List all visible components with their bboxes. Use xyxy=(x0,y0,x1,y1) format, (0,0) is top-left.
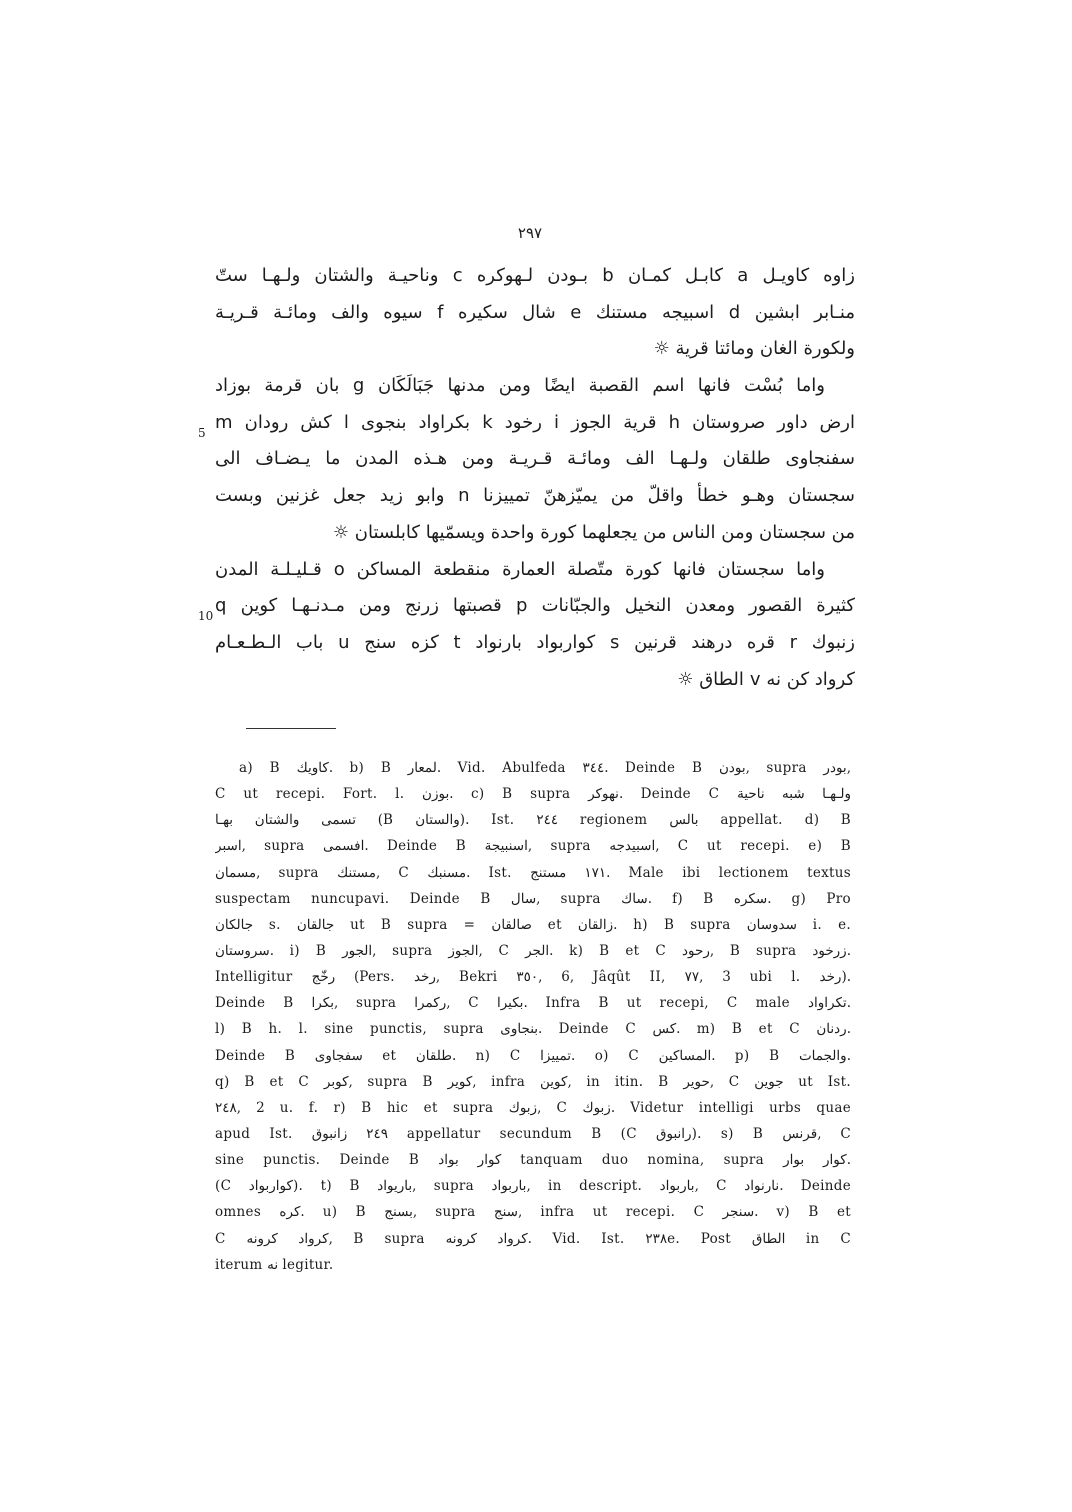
footnote-line: Intelligitur رخّج (Pers. رخد, Bekri ٣٥٠, 6, Jâqût II, ٧٧, 3 ubi l. رخد). xyxy=(215,969,851,986)
body-line: منـابر ابشين d اسبيجه مستنك e شال سكيره f سيوه والف ومائـة قـريـة xyxy=(215,301,855,323)
footnote-line: اسبر, supra افسمى. Deinde B اسنبيجة, supra اسبيدجه, C ut recepi. e) B xyxy=(215,838,851,855)
body-line: سجستان وهـو خطأ واقلّ من يميّزهنّ تمييزنا n وابو زيد جعل غزنين وبست xyxy=(215,485,855,507)
footnote-line: C ut recepi. Fort. l. بوزن. c) B supra نهوكر. Deinde C ولـهـا شبه ناحية xyxy=(215,786,851,803)
footnote-line: Deinde B بكرا, supra ركمرا, C بكيرا. Infra B ut recepi, C male تكراواد. xyxy=(215,995,851,1012)
footnotes xyxy=(215,755,851,1278)
footnote-line: (C كواربواد). t) B باريواد, supra باربواد, in descript. باربواد, C نارنواد. Deinde xyxy=(215,1178,851,1195)
body-line: ارض داور صروستان h قرية الجوز i رخود k بكراواد بنجوى l كش رودان m xyxy=(215,411,855,433)
footnote-line: q) B et C كوبر, supra B كوير, infra كوين, in itin. B حوير, C جوين ut Ist. xyxy=(215,1073,851,1090)
footnote-line: omnes كره. u) B بسنج, supra سنج, infra ut recepi. C سنجر. v) B et xyxy=(215,1204,851,1221)
body-line: واما سجستان فانها كورة متّصلة العمارة منقطعة المساكن o قـليـلـة المدن xyxy=(215,558,825,580)
page-number: ٢٩٧ xyxy=(517,224,543,242)
line-number-5: 5 xyxy=(198,426,206,440)
footnote-line: C كرواد كرونه, B supra كرواد كرونه. Vid. Ist. ٢٣٨e. Post الطاق in C xyxy=(215,1230,851,1247)
footnote-line: ٢٤٨, 2 u. f. r) B hic et supra زبوك, C زبوك. Videtur intelligi urbs quae xyxy=(215,1099,851,1116)
body-line: من سجستان ومن الناس من يجعلهما كورة واحدة ويسمّيها كابلستان ☼ xyxy=(332,521,855,543)
footnote-line: سروستان. i) B الجور, supra الجوز, C الجر. k) B et C رحود, B supra زرخود. xyxy=(215,942,851,959)
footnote-line: Deinde B سفجاوى et طلقان. n) C تمييزا. o) C المساكين. p) B والجمات. xyxy=(215,1047,851,1064)
footnote-line: مسمان, supra مستنك, C مسنبك. Ist. ١٧١ مستنج. Male ibi lectionem textus xyxy=(215,864,851,881)
footnote-line: suspectam nuncupavi. Deinde B سال, supra ساك. f) B سكره. g) Pro xyxy=(215,890,851,907)
footnote-line: apud Ist. ٢٤٩ زانبوق appellatur secundum B (C رانبوق). s) B قرنس, C xyxy=(215,1125,851,1142)
footnote-line: sine punctis. Deinde B كوار بواد tanquam duo nomina, supra كوار بوار. xyxy=(215,1152,851,1169)
line-number-10: 10 xyxy=(198,609,214,623)
body-line: ولكورة الغان ومائتا قرية ☼ xyxy=(653,338,855,360)
body-line: كرواد كن نه v الطاق ☼ xyxy=(677,668,855,690)
body-line: زاوه كاويـل a كابـل كمـان b بـودن لـهوكره c وناحيـة والشتان ولـهـا ستّ xyxy=(215,265,855,286)
footnote-separator xyxy=(246,728,336,729)
body-line: واما بُسْت فانها اسم القصبة ايضًا ومن مدنها جَبَالَكَان g بان قرمة بوزاد xyxy=(215,375,825,397)
arabic-body-text xyxy=(215,258,855,698)
footnote-line: iterum نه legitur. xyxy=(215,1256,334,1273)
body-line: كثيرة القصور ومعدن النخيل والجبّانات p قصبتها زرنج ومن مـدنـهـا كوين q xyxy=(215,595,855,617)
footnote-line: l) B h. l. sine punctis, supra بنجاوى. Deinde C كس. m) B et C ردنان. xyxy=(215,1021,851,1038)
body-line: سفنجاوى طلقان ولـهـا الف ومائـة قـريـة ومن هـذه المدن ما يـضـاف الى xyxy=(215,448,855,470)
body-line: زنبوك r قره درهند قرنين s كواربواد بارنواد t كزه سنج u باب الـطـعـام xyxy=(215,631,855,653)
footnote-line: a) B كاويك. b) B لمعار. Vid. Abulfeda ٣٤٤. Deinde B بودن, supra بودر, xyxy=(239,760,851,776)
footnote-line: تسمى والشتان بهـا (B والستان). Ist. ٢٤٤ regionem بالس appellat. d) B xyxy=(215,812,851,829)
footnote-line: جالكان s. جالقان ut B supra = صالقان et زالقان. h) B supra سدوسان i. e. xyxy=(215,916,851,933)
